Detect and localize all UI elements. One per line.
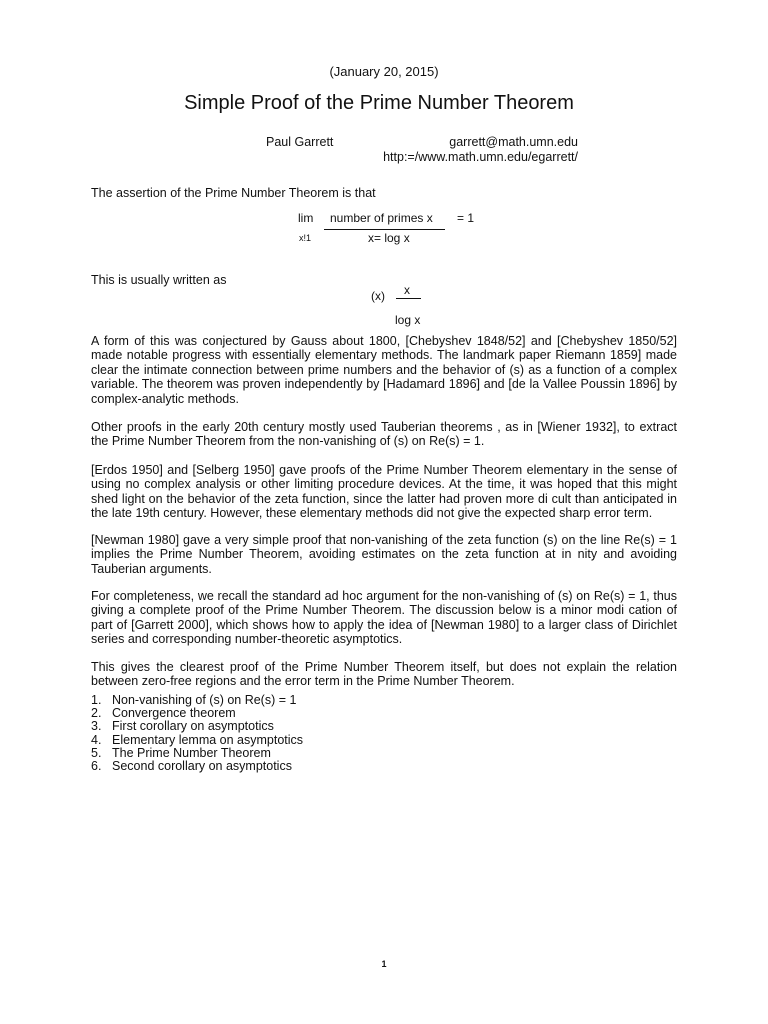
toc-label: Elementary lemma on asymptotics [112,732,304,747]
formula2-numerator: x [404,283,410,297]
toc-number: 1. [91,693,102,707]
toc-number: 6. [91,759,102,774]
author-url: http:=/www.math.umn.edu/egarrett/ [383,150,578,164]
author-name: Paul Garrett [266,135,334,149]
toc-number: 3. [91,719,102,734]
paragraph-newman: [Newman 1980] gave a very simple proof that non-vanishing of the zeta function (s) on the line Re(s) = 1 implies the Prime Number Theorem, avoiding estimates on the zeta function at in nity and avoiding Tauberian arguments. [91,533,677,576]
toc-item [91,760,303,773]
formula2-fraction-line [396,298,421,299]
toc-label: Convergence theorem [112,706,236,721]
author-email: garrett@math.umn.edu [449,135,578,149]
toc-number: 4. [91,732,102,747]
formula2-denominator: log x [395,313,421,327]
toc-label: Second corollary on asymptotics [112,759,292,774]
formula1-subscript: x!1 [299,233,312,243]
toc-label: The Prime Number Theorem [112,745,271,760]
paragraph-completeness: For completeness, we recall the standard ad hoc argument for the non-vanishing of (s) on Re(s) = 1, thus giving a complete proof of the Prime Number Theorem. The discussion below is a minor modi cation of part of [Garrett 2000], which shows how to apply the idea of [Newman 1980] to a larger class of Dirichlet series and corresponding number-theoretic asymptotics. [91,589,677,647]
paragraph-history: A form of this was conjectured by Gauss about 1800, [Chebyshev 1848/52] and [Chebyshev 1850/52] made notable progress with essentially elementary methods. The landmark paper Riemann 1859] made clear the intimate connection between prime numbers and the behavior of (s) as a function of a complex variable. The theorem was proven independently by [Hadamard 1896] and [de la Vallee Poussin 1896] by complex-analytic methods. [91,334,677,406]
toc-number: 2. [91,706,102,721]
toc-number: 5. [91,745,102,760]
document-title: Simple Proof of the Prime Number Theorem [184,92,574,114]
paragraph-tauberian: Other proofs in the early 20th century mostly used Tauberian theorems , as in [Wiener 1932], to extract the Prime Number Theorem from the non-vanishing of (s) on Re(s) = 1. [91,420,677,449]
usually-text: This is usually written as [91,273,227,287]
toc-label: Non-vanishing of (s) on Re(s) = 1 [112,693,297,707]
paragraph-clearest: This gives the clearest proof of the Prime Number Theorem itself, but does not explain the relation between zero-free regions and the error term in the Prime Number Theorem. [91,660,677,689]
formula1-fraction-line [324,229,445,230]
formula1-rhs: = 1 [457,211,475,225]
page-number: 1 [381,959,387,969]
document-date: (January 20, 2015) [329,64,439,79]
formula1-denominator: x= log x [368,231,410,245]
toc-label: First corollary on asymptotics [112,719,274,734]
toc-item [91,734,303,747]
formula1-numerator: number of primes x [330,211,433,225]
intro-text: The assertion of the Prime Number Theorem is that [91,186,376,200]
formula2-lhs: (x) [371,289,385,303]
table-of-contents [91,694,303,773]
toc-item [91,720,303,733]
paragraph-elementary: [Erdos 1950] and [Selberg 1950] gave proofs of the Prime Number Theorem elementary in the sense of using no complex analysis or other limiting procedure devices. At the time, it was hoped that this might shed light on the behavior of the zeta function, since the latter had proven more di cult than anticipated in the late 19th century. However, these elementary methods did not give the expected sharp error term. [91,463,677,521]
formula1-lim: lim [298,211,314,225]
